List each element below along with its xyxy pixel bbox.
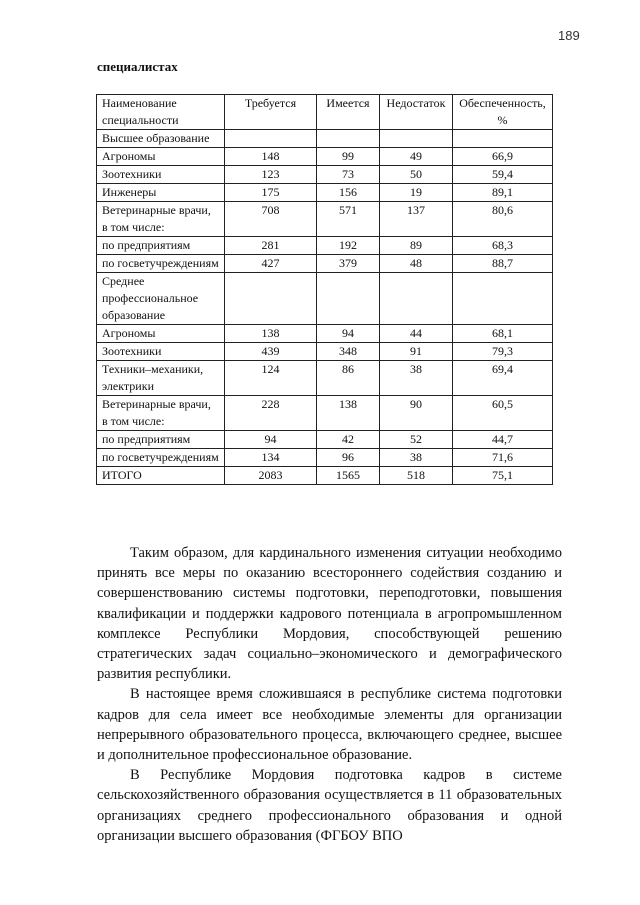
cell-provision [453,273,553,325]
page-number: 189 [558,28,580,43]
table-row [97,343,553,361]
table-row [97,130,553,148]
row-specialty: Ветеринарные врачи, в том числе: [97,396,225,431]
cell-shortage: 518 [380,467,453,485]
cell-required [225,130,317,148]
cell-shortage: 38 [380,361,453,396]
cell-available: 99 [317,148,380,166]
row-specialty: Среднее профессиональное образование [97,273,225,325]
cell-shortage: 137 [380,202,453,237]
table-row [97,237,553,255]
table-body [97,130,553,485]
cell-required: 134 [225,449,317,467]
cell-available: 379 [317,255,380,273]
row-specialty: Агрономы [97,148,225,166]
cell-shortage [380,130,453,148]
table-row [97,396,553,431]
table-row [97,361,553,396]
paragraph: В Республике Мордовия подготовка кадров в системе сельскохозяйственного образования осуществляется в 11 образовательных организациях среднего профессионального образования и одной организации высшего образования (ФГБОУ ВПО [97,767,562,844]
table-row [97,255,553,273]
cell-required: 2083 [225,467,317,485]
staffing-table [96,94,553,485]
header-shortage: Недостаток [380,95,453,130]
cell-provision: 59,4 [453,166,553,184]
cell-required: 148 [225,148,317,166]
cell-shortage: 48 [380,255,453,273]
table-row [97,431,553,449]
cell-required: 708 [225,202,317,237]
table-header-row [97,95,553,130]
row-specialty: Техники–механики, электрики [97,361,225,396]
cell-provision: 88,7 [453,255,553,273]
row-specialty: по госветучреждениям [97,255,225,273]
header-specialty: Наименование специальности [97,95,225,130]
cell-required: 427 [225,255,317,273]
cell-available: 73 [317,166,380,184]
body-text [97,543,562,846]
row-specialty: Зоотехники [97,166,225,184]
cell-required: 228 [225,396,317,431]
cell-shortage: 50 [380,166,453,184]
cell-available: 192 [317,237,380,255]
section-heading: специалистах [97,59,178,74]
cell-shortage: 44 [380,325,453,343]
cell-provision: 44,7 [453,431,553,449]
table-row [97,467,553,485]
header-required: Требуется [225,95,317,130]
cell-available: 1565 [317,467,380,485]
cell-provision: 89,1 [453,184,553,202]
header-available: Имеется [317,95,380,130]
cell-required [225,273,317,325]
cell-available: 94 [317,325,380,343]
table-row [97,166,553,184]
row-specialty: Ветеринарные врачи, в том числе: [97,202,225,237]
cell-required: 281 [225,237,317,255]
cell-available: 156 [317,184,380,202]
cell-available [317,273,380,325]
row-specialty: по предприятиям [97,431,225,449]
row-specialty: по предприятиям [97,237,225,255]
table-row [97,449,553,467]
cell-available: 571 [317,202,380,237]
paragraph: Таким образом, для кардинального изменения ситуации необходимо принять все меры по оказанию всестороннего содействия созданию и совершенствованию системы подготовки, переподготовки, повышения квалификации и поддержки кадрового потенциала в агропромышленном комплексе Республики Мордовия, способствующей решению стратегических задач социально–экономического и демографического развития республики. [97,545,562,683]
cell-available: 42 [317,431,380,449]
cell-available: 96 [317,449,380,467]
table-row [97,148,553,166]
cell-required: 94 [225,431,317,449]
cell-provision: 79,3 [453,343,553,361]
cell-provision: 60,5 [453,396,553,431]
header-provision: Обеспеченность, % [453,95,553,130]
table-row [97,202,553,237]
cell-required: 138 [225,325,317,343]
cell-provision: 71,6 [453,449,553,467]
cell-shortage: 49 [380,148,453,166]
table-row [97,273,553,325]
cell-required: 124 [225,361,317,396]
cell-provision: 69,4 [453,361,553,396]
cell-provision: 68,1 [453,325,553,343]
cell-available: 348 [317,343,380,361]
cell-provision [453,130,553,148]
table-row [97,184,553,202]
cell-shortage: 19 [380,184,453,202]
cell-shortage: 90 [380,396,453,431]
cell-required: 439 [225,343,317,361]
cell-provision: 66,9 [453,148,553,166]
cell-provision: 80,6 [453,202,553,237]
cell-available [317,130,380,148]
cell-shortage [380,273,453,325]
row-specialty: по госветучреждениям [97,449,225,467]
cell-available: 138 [317,396,380,431]
cell-shortage: 89 [380,237,453,255]
row-specialty: Инженеры [97,184,225,202]
row-specialty: ИТОГО [97,467,225,485]
table-row [97,325,553,343]
row-specialty: Зоотехники [97,343,225,361]
cell-required: 123 [225,166,317,184]
row-specialty: Агрономы [97,325,225,343]
cell-available: 86 [317,361,380,396]
cell-shortage: 38 [380,449,453,467]
cell-shortage: 91 [380,343,453,361]
paragraph: В настоящее время сложившаяся в республике система подготовки кадров для села имеет все необходимые элементы для организации непрерывного образовательного процесса, включающего среднее, высшее и дополнительное профессиональное образование. [97,686,562,764]
cell-shortage: 52 [380,431,453,449]
row-specialty: Высшее образование [97,130,225,148]
cell-provision: 68,3 [453,237,553,255]
cell-provision: 75,1 [453,467,553,485]
cell-required: 175 [225,184,317,202]
